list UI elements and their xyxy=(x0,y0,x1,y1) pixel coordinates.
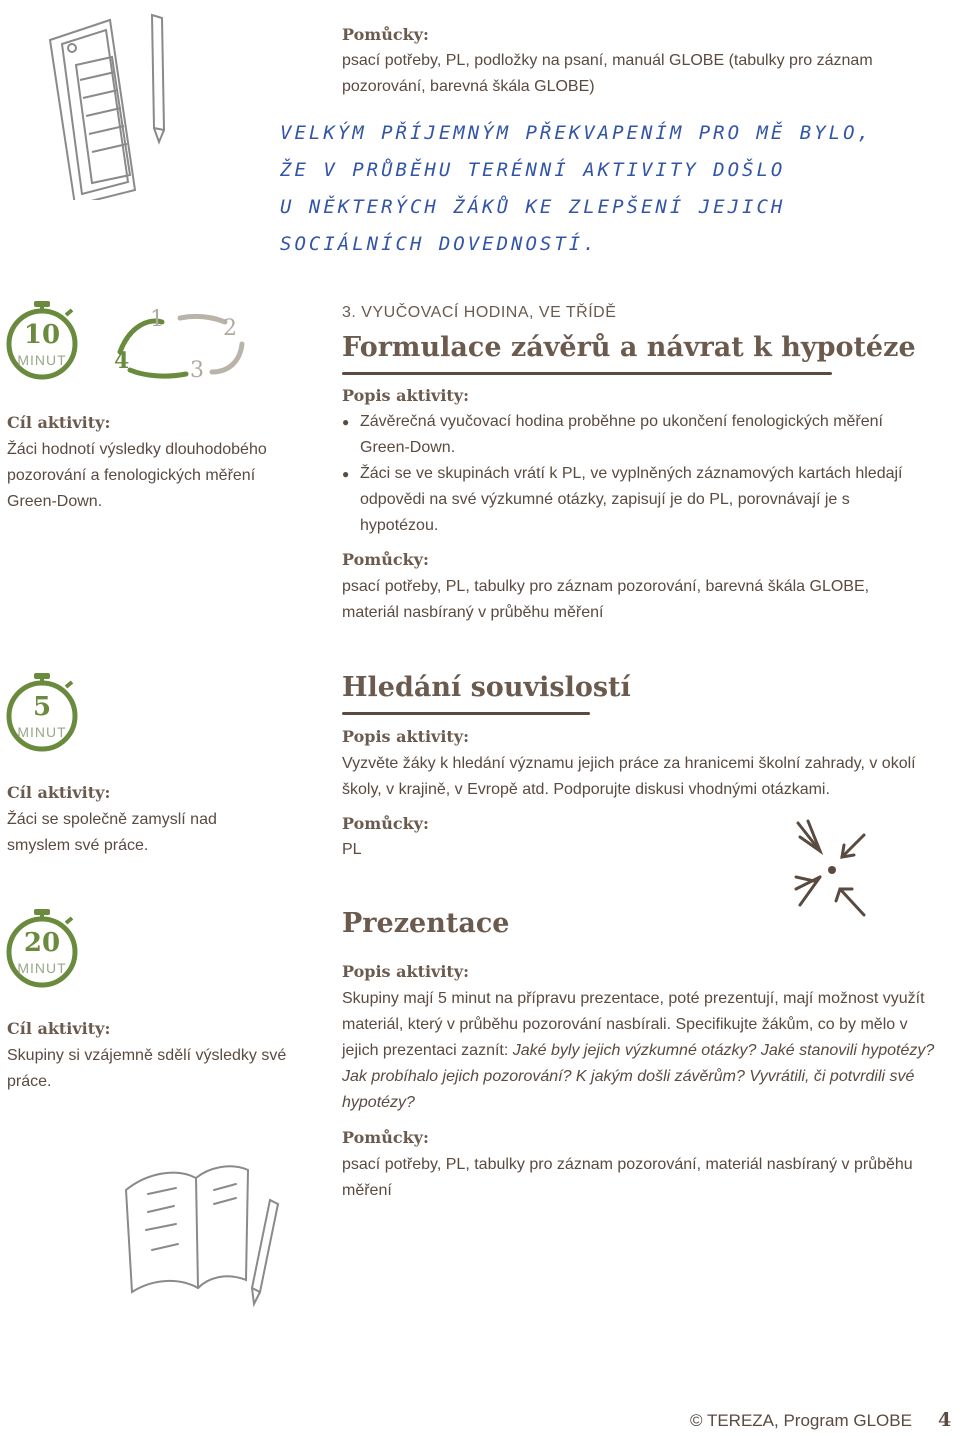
cycle-number: 4 xyxy=(114,348,130,374)
handwritten-line: U NĚKTERÝCH ŽÁKŮ KE ZLEPŠENÍ JEJICH xyxy=(280,196,786,218)
timer-20 xyxy=(2,908,82,990)
lesson-label: 3. VYUČOVACÍ HODINA, VE TŘÍDĚ xyxy=(342,304,617,321)
timer-value: 20 xyxy=(23,928,61,958)
pomucky-label: Pomůcky: xyxy=(342,1128,429,1147)
focus-arrows-icon xyxy=(786,815,876,925)
pomucky-label: Pomůcky: xyxy=(342,814,429,833)
notebook-pen-sketch-icon xyxy=(118,1160,288,1310)
timer-10 xyxy=(2,300,82,382)
page-number: 4 xyxy=(938,1409,952,1431)
popis-text xyxy=(342,986,937,1116)
timer-5 xyxy=(2,672,82,754)
list-item: ● Závěrečná vyučovací hodina proběhne po ukončení fenologických měření Green-Down. xyxy=(342,409,927,461)
goal-text: Žáci hodnotí výsledky dlouhodobého pozorování a fenologických měření Green-Down. xyxy=(7,441,267,510)
title-underline xyxy=(342,712,590,715)
section-title: Formulace závěrů a návrat k hypotéze xyxy=(342,332,916,363)
goal-label: Cíl aktivity: xyxy=(7,1019,111,1038)
popis-text: Vyzvěte žáky k hledání významu jejich práce za hranicemi školní zahrady, v okolí školy, v krajině, v Evropě atd. Podporujte diskusi vhodnými otázkami. xyxy=(342,755,916,798)
clipboard-sketch-icon xyxy=(40,10,180,200)
goal-label: Cíl aktivity: xyxy=(7,783,111,802)
pomucky-text: psací potřeby, PL, tabulky pro záznam pozorování, barevná škála GLOBE, materiál nasbíraný v průběhu měření xyxy=(342,578,870,621)
handwritten-line: VELKÝM PŘÍJEMNÝM PŘEKVAPENÍM PRO MĚ BYLO, xyxy=(280,122,872,144)
top-pomucky-label: Pomůcky: xyxy=(342,25,429,44)
popis-plain: Skupiny mají 5 minut na přípravu prezentace, poté prezentují, mají možnost využít materiál, který v průběhu pozorování nasbírali. Specifikujte žákům, co by mělo v jejich prezentaci zaznít: xyxy=(342,990,925,1059)
handwritten-line: ŽE V PRŮBĚHU TERÉNNÍ AKTIVITY DOŠLO xyxy=(280,159,786,181)
cycle-number: 2 xyxy=(223,316,237,341)
handwritten-note xyxy=(280,122,950,270)
section-title: Hledání souvislostí xyxy=(342,672,631,703)
goal-text: Skupiny si vzájemně sdělí výsledky své práce. xyxy=(7,1047,287,1090)
popis-label: Popis aktivity: xyxy=(342,962,470,981)
activity-bullets xyxy=(342,409,927,539)
timer-value: 5 xyxy=(32,692,52,722)
popis-label: Popis aktivity: xyxy=(342,386,470,405)
timer-unit: MINUT xyxy=(17,960,67,976)
pomucky-label: Pomůcky: xyxy=(342,550,429,569)
cycle-number: 3 xyxy=(190,358,204,383)
list-item: ● Žáci se ve skupinách vrátí k PL, ve vyplněných záznamových kartách hledají odpovědi na své výzkumné otázky, zapisují je do PL, porovnávají je s hypotézou. xyxy=(342,461,927,539)
title-underline xyxy=(342,372,832,375)
cycle-number: 1 xyxy=(150,307,164,332)
timer-unit: MINUT xyxy=(17,724,67,740)
section-title: Prezentace xyxy=(342,908,510,939)
goal-text: Žáci se společně zamyslí nad smyslem své práce. xyxy=(7,811,217,854)
goal-label: Cíl aktivity: xyxy=(7,413,111,432)
top-pomucky-text: psací potřeby, PL, podložky na psaní, manuál GLOBE (tabulky pro záznam pozorování, barevná škála GLOBE) xyxy=(342,52,873,95)
popis-questions: Jaké byly jejich výzkumné otázky? Jaké stanovili hypotézy? Jak probíhalo jejich pozorování? K jakým došli závěrům? Vyvrátili, či potvrdili své hypotézy? xyxy=(342,1042,935,1111)
popis-label: Popis aktivity: xyxy=(342,727,470,746)
pomucky-text: psací potřeby, PL, tabulky pro záznam pozorování, materiál nasbíraný v průběhu měření xyxy=(342,1156,913,1199)
lesson-cycle-icon xyxy=(100,300,260,390)
timer-unit: MINUT xyxy=(17,352,67,368)
copyright: © TEREZA, Program GLOBE xyxy=(690,1411,912,1430)
handwritten-line: SOCIÁLNÍCH DOVEDNOSTÍ. xyxy=(280,233,598,255)
timer-value: 10 xyxy=(23,320,61,350)
pomucky-text: PL xyxy=(342,841,362,858)
